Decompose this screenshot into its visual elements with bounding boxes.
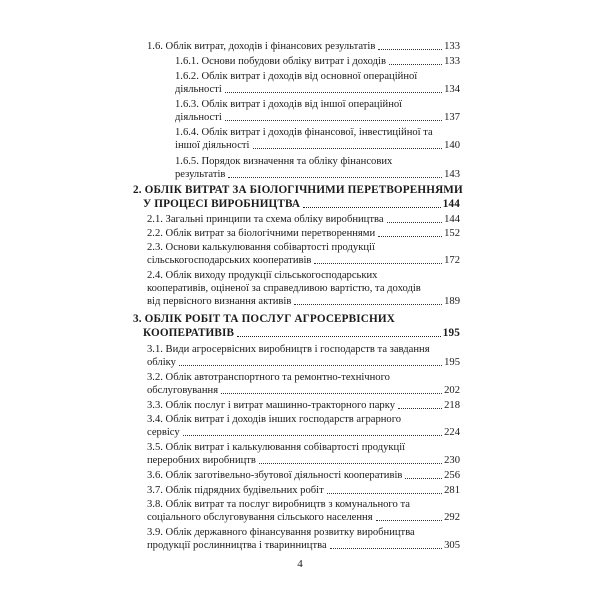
toc-entry-title: 3.1. Види агросервісних виробництв і господарств та завдання [147,344,430,355]
toc-page-number: 281 [444,485,460,496]
toc-entry-title-cont: кооперативів, оціненої за справедливою вартістю, та доходів [147,283,421,294]
toc-entry[interactable] [147,441,460,467]
toc-page-number: 218 [444,400,460,411]
leader-dots [225,120,442,121]
toc-page-number: 224 [444,427,460,438]
toc-entry-title: 3.3. Облік послуг і витрат машинно-тракторного парку [147,400,396,411]
toc-entry[interactable] [175,98,460,124]
toc-page-number: 230 [444,455,460,466]
toc-entry-title: 3.6. Облік заготівельно-збутової діяльності кооперативів [147,470,403,481]
toc-entry-title-cont: обліку [147,357,176,368]
section-title-cont: У ПРОЦЕСІ ВИРОБНИЦТВА [143,197,301,210]
toc-entry[interactable] [147,399,460,412]
toc-entry-title: 3.2. Облік автотранспортного та ремонтно-технічного [147,372,390,383]
toc-entry-title: 1.6. Облік витрат, доходів і фінансових результатів [147,41,376,52]
section-title: 2. ОБЛІК ВИТРАТ ЗА БІОЛОГІЧНИМИ ПЕРЕТВОРЕННЯМИ [133,184,463,196]
toc-entry-title-cont: результатів [175,169,226,180]
toc-entry-title-cont: діяльності [175,112,222,123]
toc-entry[interactable] [147,498,460,524]
toc-page-number: 189 [444,296,460,307]
leader-dots [389,64,442,65]
toc-entry[interactable] [147,484,460,497]
leader-dots [294,304,442,305]
toc-entry-title-cont: переробних виробництв [147,455,256,466]
toc-section-heading[interactable] [133,313,460,340]
toc-entry-title: 1.6.4. Облік витрат і доходів фінансової, інвестиційної та [175,127,433,138]
toc-entry-title: 1.6.1. Основи побудови обліку витрат і доходів [175,56,386,67]
leader-dots [303,207,441,208]
toc-entry-title-cont: продукції рослинництва і тваринництва [147,540,327,551]
toc-entry[interactable] [147,227,460,240]
toc-page-number: 144 [444,214,460,225]
leader-dots [405,478,442,479]
toc-entry-title-cont: діяльності [175,84,222,95]
toc-entry-title: 3.7. Облік підрядних будівельних робіт [147,485,324,496]
toc-entry[interactable] [147,241,460,267]
toc-section-heading[interactable] [133,184,463,211]
toc-page-number: 202 [444,385,460,396]
toc-page-number: 140 [444,140,460,151]
toc-entry[interactable] [147,371,460,397]
toc-entry-title: 1.6.3. Облік витрат і доходів від іншої операційної [175,99,403,110]
leader-dots [237,336,441,337]
leader-dots [330,548,442,549]
toc-page-number: 134 [444,84,460,95]
toc-page-number: 133 [444,56,460,67]
toc-page-number: 292 [444,512,460,523]
toc-entry[interactable] [147,269,460,308]
toc-page-number: 133 [444,41,460,52]
page-number: 4 [297,558,303,570]
toc-entry[interactable] [175,55,460,68]
toc-page-number: 172 [444,255,460,266]
leader-dots [376,520,443,521]
leader-dots [387,222,443,223]
toc-entry-title-cont: сільськогосподарських кооперативів [147,255,312,266]
section-title-cont: КООПЕРАТИВІВ [143,326,235,339]
toc-page-number: 256 [444,470,460,481]
toc-entry[interactable] [147,213,460,226]
toc-entry-title-cont: сервісу [147,427,180,438]
leader-dots [221,393,442,394]
toc-page-number: 144 [442,197,460,210]
toc-entry-title: 1.6.5. Порядок визначення та обліку фінансових [175,156,393,167]
leader-dots [228,177,442,178]
toc-page-number: 137 [444,112,460,123]
toc-entry-title-cont: соціального обслуговування сільського населення [147,512,373,523]
toc-entry-title: 3.8. Облік витрат та послуг виробництв з комунального та [147,499,410,510]
toc-entry-title-cont: від первісного визнання активів [147,296,292,307]
leader-dots [378,49,442,50]
leader-dots [378,236,442,237]
toc-entry[interactable] [175,126,460,152]
toc-entry-title: 1.6.2. Облік витрат і доходів від основної операційної [175,71,418,82]
toc-entry-title: 2.1. Загальні принципи та схема обліку виробництва [147,214,384,225]
toc-entry[interactable] [147,40,460,53]
leader-dots [327,493,442,494]
toc-entry-title: 3.9. Облік державного фінансування розвитку виробництва [147,527,415,538]
section-title: 3. ОБЛІК РОБІТ ТА ПОСЛУГ АГРОСЕРВІСНИХ [133,313,395,325]
toc-page-number: 152 [444,228,460,239]
leader-dots [259,463,442,464]
toc-entry-title-cont: іншої діяльності [175,140,250,151]
leader-dots [183,435,442,436]
leader-dots [225,92,442,93]
toc-entry-title: 3.4. Облік витрат і доходів інших господарств аграрного [147,414,402,425]
toc-entry-title: 2.3. Основи калькулювання собівартості продукції [147,242,375,253]
toc-page-number: 143 [444,169,460,180]
leader-dots [314,263,442,264]
toc-entry[interactable] [147,343,460,369]
toc-entry[interactable] [147,413,460,439]
leader-dots [253,148,443,149]
toc-entry-title: 3.5. Облік витрат і калькулювання собівартості продукції [147,442,406,453]
toc-page-number: 195 [444,357,460,368]
toc-entry[interactable] [175,155,460,181]
toc-entry-title: 2.2. Облік витрат за біологічними перетвореннями [147,228,376,239]
toc-entry[interactable] [175,70,460,96]
toc-page-number: 195 [442,326,460,339]
toc-entry-title-cont: обслуговування [147,385,219,396]
toc-entry[interactable] [147,469,460,482]
toc-entry[interactable] [147,526,460,552]
leader-dots [179,365,442,366]
leader-dots [398,408,442,409]
toc-entry-title: 2.4. Облік виходу продукції сільськогосподарських [147,270,378,281]
toc-page-number: 305 [444,540,460,551]
